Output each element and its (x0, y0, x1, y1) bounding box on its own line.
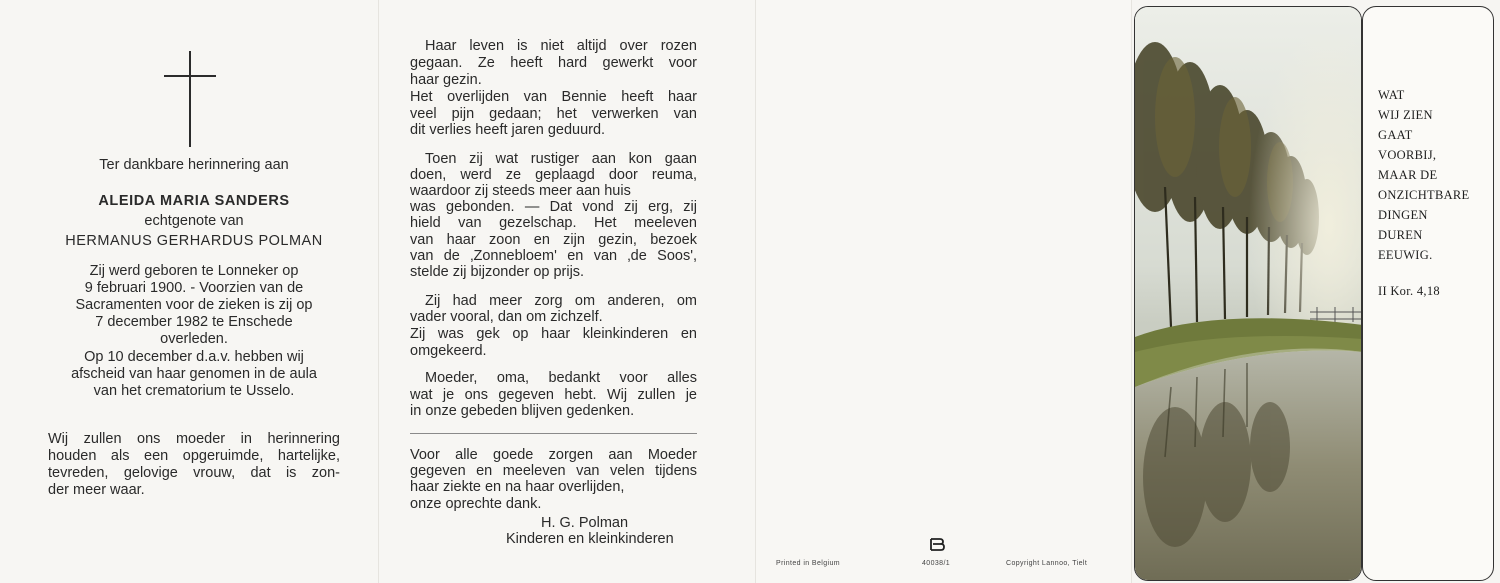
cross-icon (164, 51, 216, 147)
thanks-line: gegeven en meeleven van velen tijdens (410, 463, 697, 479)
memory-line: der meer waar. (48, 482, 145, 498)
memory-line: houden als een opgeruimde, hartelijke, (48, 448, 340, 464)
signature-family: Kinderen en kleinkinderen (506, 531, 674, 547)
verse-line: GAAT (1378, 128, 1413, 142)
text-line: Moeder, oma, bedankt voor alles (425, 370, 697, 386)
memory-line: tevreden, gelovige vrouw, dat is zon- (48, 465, 340, 481)
text-line: dit verlies heeft jaren geduurd. (410, 122, 606, 138)
verse-line: ONZICHTBARE (1378, 188, 1470, 202)
left-panel (0, 0, 378, 583)
text-line: doen, werd ze geplaagd door reuma, (410, 167, 697, 183)
verse-line: WAT (1378, 88, 1405, 102)
birth-line: Sacramenten voor de zieken is zij op (75, 297, 313, 313)
verse-line: DINGEN (1378, 208, 1428, 222)
text-line: vader vooral, dan om zichzelf. (410, 309, 603, 325)
publisher-logo-icon (929, 537, 945, 551)
text-line: veel pijn gedaan; het verwerken van (410, 106, 697, 122)
text-line: haar gezin. (410, 72, 482, 88)
copyright-text: Copyright Lannoo, Tielt (1006, 560, 1088, 567)
farewell-line: van het crematorium te Usselo. (93, 383, 295, 399)
verse-line: WIJ ZIEN (1378, 108, 1433, 122)
text-line: omgekeerd. (410, 343, 487, 359)
thanks-line: haar ziekte en na haar overlijden, (410, 479, 625, 495)
text-line: stelde zij bijzonder op prijs. (410, 264, 585, 280)
spouse-name: HERMANUS GERHARDUS POLMAN (65, 233, 323, 249)
farewell-line: Op 10 december d.a.v. hebben wij (84, 349, 304, 365)
verse-card (1362, 6, 1494, 581)
text-line: Zij had meer zorg om anderen, om (425, 293, 697, 309)
deceased-name: ALEIDA MARIA SANDERS (98, 193, 290, 209)
intro-text: Ter dankbare herinnering aan (99, 157, 289, 173)
verse-line: MAAR DE (1378, 168, 1438, 182)
divider (410, 433, 697, 434)
text-line: van de ‚Zonnebloem' en van ‚de Soos', (410, 248, 697, 264)
printed-in-text: Printed in Belgium (776, 560, 841, 567)
birth-line: Zij werd geboren te Lonneker op (89, 263, 299, 279)
text-line: van haar zoon en zijn gezin, bezoek (410, 232, 697, 248)
farewell-line: afscheid van haar genomen in de aula (71, 366, 317, 382)
text-line: waardoor zij steeds meer aan huis (410, 183, 631, 199)
verse-line: DUREN (1378, 228, 1423, 242)
verse-reference: II Kor. 4,18 (1378, 284, 1440, 298)
spouse-label: echtgenote van (144, 213, 244, 229)
text-line: Toen zij wat rustiger aan kon gaan (425, 151, 697, 167)
print-code: 40038/1 (922, 560, 951, 567)
back-panel (755, 0, 1131, 583)
text-line: Zij was gek op haar kleinkinderen en (410, 326, 697, 342)
thanks-line: onze oprechte dank. (410, 496, 542, 512)
birth-line: 7 december 1982 te Enschede (95, 314, 293, 330)
text-line: in onze gebeden blijven gedenken. (410, 403, 635, 419)
text-line: gegaan. Ze heeft hard gewerkt voor (410, 55, 697, 71)
landscape-photo (1134, 6, 1362, 581)
verse-line: VOORBIJ, (1378, 148, 1437, 162)
text-line: Haar leven is niet altijd over rozen (425, 38, 697, 54)
thanks-line: Voor alle goede zorgen aan Moeder (410, 447, 697, 463)
birth-line: 9 februari 1900. - Voorzien van de (84, 280, 304, 296)
memory-line: Wij zullen ons moeder in herinnering (48, 431, 340, 447)
text-line: Het overlijden van Bennie heeft haar (410, 89, 697, 105)
text-line: wat je ons gegeven hebt. Wij zullen je (410, 387, 697, 403)
verse-text (1378, 85, 1470, 265)
verse-line: EEUWIG. (1378, 248, 1433, 262)
birth-line: overleden. (160, 331, 228, 347)
signature-name: H. G. Polman (541, 515, 629, 531)
text-line: hield van gezelschap. Het meeleven (410, 215, 697, 231)
text-line: was gebonden. — Dat vond zij erg, zij (410, 199, 697, 215)
